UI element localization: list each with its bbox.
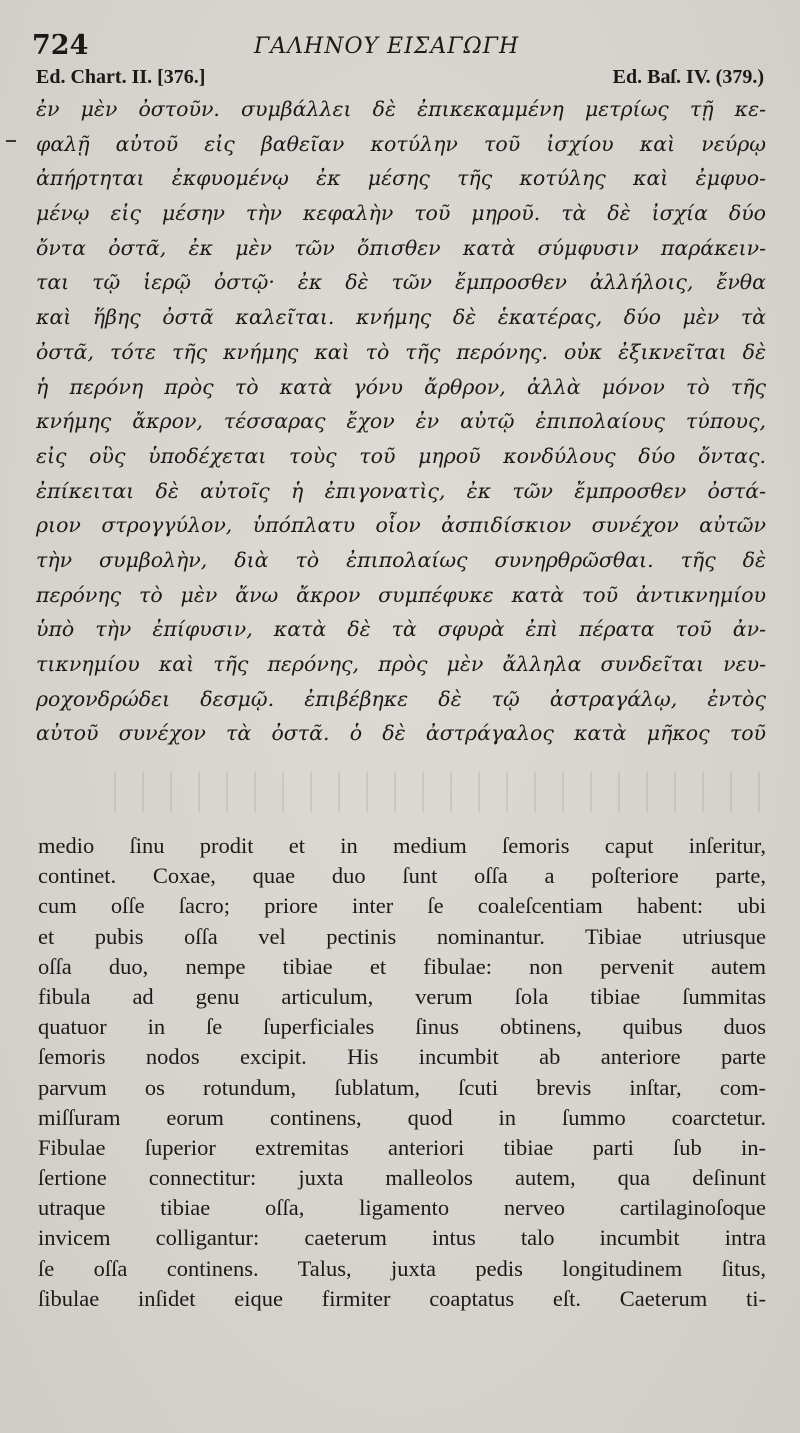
greek-text-line: ται τῷ ἱερῷ ὀστῷ· ἐκ δὲ τῶν ἔμπροσθεν ἀλλήλοις, ἔνθα <box>36 270 766 295</box>
latin-text-line: ſertione connectitur: juxta malleolos autem, qua deſinunt <box>38 1165 766 1191</box>
greek-text-line: ἡ περόνη πρὸς τὸ κατὰ γόνυ ἄρθρον, ἀλλὰ μόνον τὸ τῆς <box>36 374 766 399</box>
greek-text-line: ροχονδρώδει δεσμῷ. ἐπιβέβηκε δὲ τῷ ἀστραγάλῳ, ἐντὸς <box>36 686 766 711</box>
latin-text-line: medio ſinu prodit et in medium ſemoris caput inſeritur, <box>38 833 766 858</box>
greek-text-line: αὐτοῦ συνέχον τὰ ὀστᾶ. ὁ δὲ ἀστράγαλος κατὰ μῆκος τοῦ <box>36 721 766 746</box>
greek-text-line: εἰς οὓς ὑποδέχεται τοὺς τοῦ μηροῦ κονδύλους δύο ὄντας. <box>36 443 766 468</box>
greek-text-line: ἐν μὲν ὀστοῦν. συμβάλλει δὲ ἐπικεκαμμένη μετρίως τῇ κε- <box>36 97 766 121</box>
latin-text-line: miſſuram eorum continens, quod in ſummo coarctetur. <box>38 1104 766 1130</box>
greek-text-line: περόνης τὸ μὲν ἄνω ἄκρον συμπέφυκε κατὰ τοῦ ἀντικνημίου <box>36 582 766 607</box>
latin-text-line: quatuor in ſe ſuperficiales ſinus obtinens, quibus duos <box>38 1014 766 1040</box>
greek-text-line: ὀστᾶ, τότε τῆς κνήμης καὶ τὸ τῆς περόνης. οὐκ ἐξικνεῖται δὲ <box>36 339 766 364</box>
latin-text-block <box>38 831 766 1314</box>
edition-basel-reference: Ed. Baſ. IV. (379.) <box>612 66 764 88</box>
greek-text-line: ἀπήρτηται ἐκφυομένῳ ἐκ μέσης τῆς κοτύλης καὶ ἐμφυο- <box>36 166 766 191</box>
latin-text-line: invicem colligantur: caeterum intus talo incumbit intra <box>38 1225 766 1251</box>
latin-text-line: continet. Coxae, quae duo ſunt oſſa a poſteriore parte, <box>38 863 766 889</box>
latin-text-line: Fibulae ſuperior extremitas anteriori tibiae parti ſub in- <box>38 1134 766 1160</box>
running-title: ΓΑΛΗΝΟΥ ΕΙΣΑΓΩΓΗ <box>254 34 520 59</box>
greek-text-line: καὶ ἥβης ὀστᾶ καλεῖται. κνήμης δὲ ἑκατέρας, δύο μὲν τὰ <box>36 305 766 330</box>
latin-text-line: cum oſſe ſacro; priore inter ſe coaleſcentiam habent: ubi <box>38 893 766 919</box>
greek-text-line: τικνημίου καὶ τῆς περόνης, πρὸς μὲν ἄλληλα συνδεῖται νευ- <box>36 652 766 676</box>
edition-chartier-reference: Ed. Chart. II. [376.] <box>36 66 206 88</box>
greek-text-line: τὴν συμβολὴν, διὰ τὸ ἐπιπολαίως συνηρθρῶσθαι. τῆς δὲ <box>36 547 766 572</box>
latin-text-line: ſe oſſa continens. Talus, juxta pedis longitudinem ſitus, <box>38 1255 766 1281</box>
page-header <box>32 30 772 68</box>
page-number: 724 <box>32 30 89 61</box>
edition-references <box>36 66 764 92</box>
latin-text-line: ſibulae inſidet eique firmiter coaptatus eſt. Caeterum ti- <box>38 1285 766 1311</box>
greek-text-line: φαλῇ αὐτοῦ εἰς βαθεῖαν κοτύλην τοῦ ἰσχίου καὶ νεύρῳ <box>36 131 766 156</box>
latin-text-line: parvum os rotundum, ſublatum, ſcuti brevis inſtar, com- <box>38 1074 766 1100</box>
greek-text-line: ριον στρογγύλον, ὑπόπλατυ οἷον ἀσπιδίσκιον συνέχον αὐτῶν <box>36 513 766 538</box>
latin-text-line: utraque tibiae oſſa, ligamento nerveo cartilaginoſoque <box>38 1195 766 1221</box>
greek-text-line: ὑπὸ τὴν ἐπίφυσιν, κατὰ δὲ τὰ σφυρὰ ἐπὶ πέρατα τοῦ ἀν- <box>36 617 766 642</box>
greek-text-line: κνήμης ἄκρον, τέσσαρας ἔχον ἐν αὐτῷ ἐπιπολαίους τύπους, <box>36 409 766 434</box>
greek-text-line: μένῳ εἰς μέσην τὴν κεφαλὴν τοῦ μηροῦ. τὰ δὲ ἰσχία δύο <box>36 201 766 226</box>
margin-mark <box>6 140 16 142</box>
latin-text-line: oſſa duo, nempe tibiae et fibulae: non pervenit autem <box>38 953 766 979</box>
greek-text-block <box>36 92 766 751</box>
bleed-through-texture <box>100 772 760 812</box>
greek-text-line: ἐπίκειται δὲ αὐτοῖς ἡ ἐπιγονατὶς, ἐκ τῶν ἔμπροσθεν ὀστά- <box>36 478 766 503</box>
latin-text-line: fibula ad genu articulum, verum ſola tibiae ſummitas <box>38 983 766 1009</box>
latin-text-line: et pubis oſſa vel pectinis nominantur. Tibiae utriusque <box>38 923 766 949</box>
latin-text-line: ſemoris nodos excipit. His incumbit ab anteriore parte <box>38 1044 766 1070</box>
greek-text-line: ὄντα ὀστᾶ, ἐκ μὲν τῶν ὄπισθεν κατὰ σύμφυσιν παράκειν- <box>36 235 766 260</box>
